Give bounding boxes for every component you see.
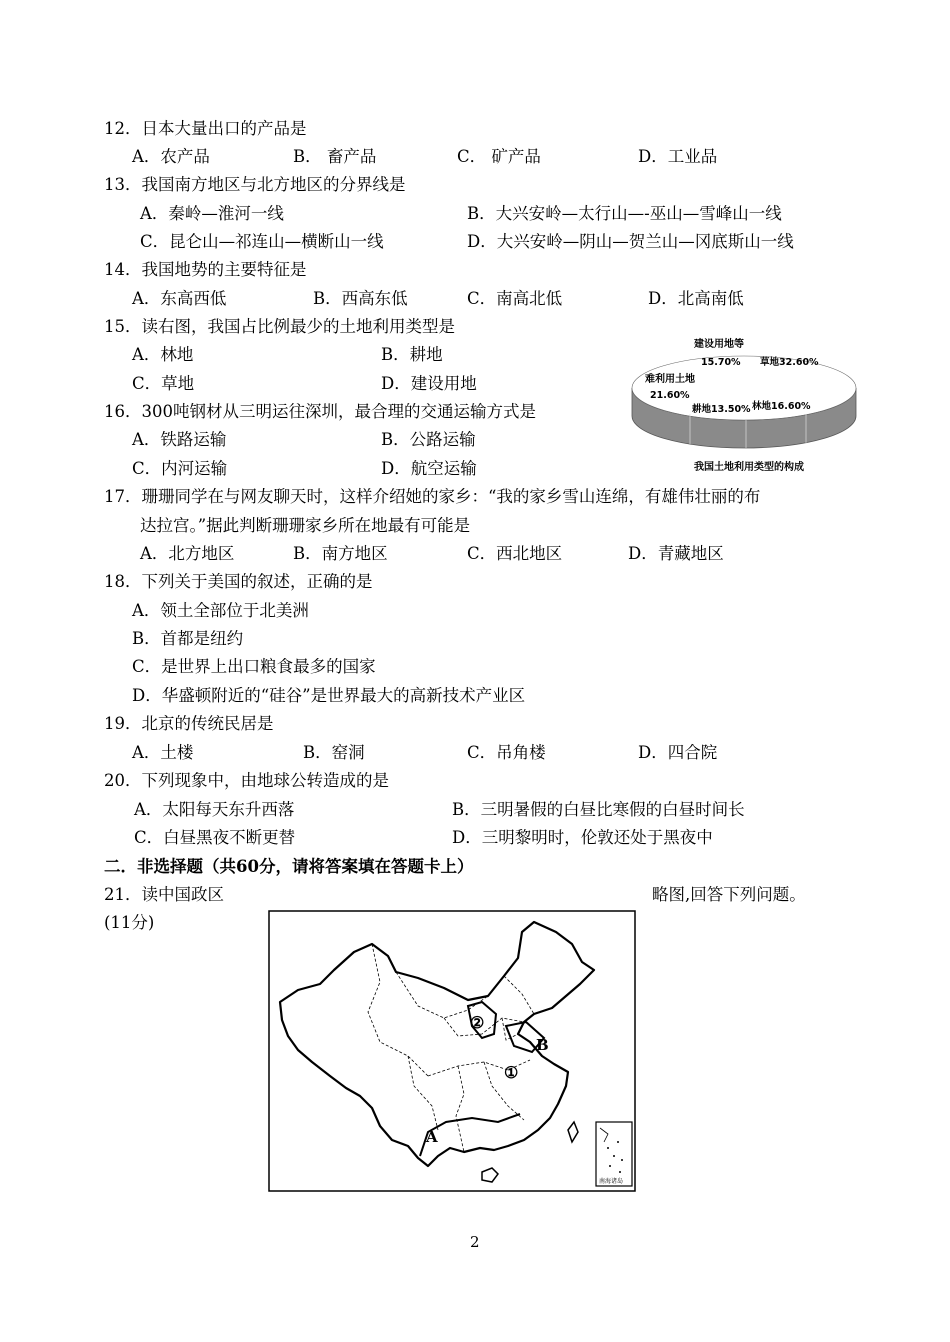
- slice-label-waste-value: 21.60%: [650, 390, 690, 401]
- map-label-2: ②: [470, 1013, 485, 1032]
- q19-option-a: A．土楼: [132, 743, 194, 762]
- q20-option-b: B．三明暑假的白昼比寒假的白昼时间长: [452, 800, 745, 819]
- q12-option-d: D．工业品: [638, 147, 718, 166]
- q15-option-b: B．耕地: [381, 345, 443, 364]
- map-label-B: B: [536, 1036, 549, 1054]
- q18-option-b: B．首都是纽约: [132, 629, 244, 648]
- q14-option-a: A．东高西低: [132, 289, 227, 308]
- page-number: 2: [470, 1233, 480, 1251]
- q16-option-b: B．公路运输: [381, 430, 476, 449]
- china-political-map: [268, 910, 636, 1192]
- q19-option-c: C．吊角楼: [467, 743, 546, 762]
- q16-option-d: D．航空运输: [381, 459, 477, 478]
- q19-stem: 19．北京的传统民居是: [104, 714, 274, 733]
- q18-option-c: C．是世界上出口粮食最多的国家: [132, 657, 376, 676]
- map-label-A: A: [426, 1128, 438, 1146]
- slice-label-forest: 林地16.60%: [752, 401, 811, 412]
- q20-option-c: C．白昼黑夜不断更替: [134, 828, 296, 847]
- q21-stem-part1: 21．读中国政区: [104, 885, 224, 904]
- land-use-pie-chart: [628, 334, 860, 476]
- q14-option-d: D．北高南低: [648, 289, 744, 308]
- inset-caption: 南海诸岛: [599, 1178, 624, 1185]
- q13-option-c: C．昆仑山—祁连山—横断山一线: [140, 232, 384, 251]
- slice-label-waste: 难利用土地: [645, 374, 695, 385]
- q17-option-b: B．南方地区: [293, 544, 388, 563]
- q18-option-a: A．领土全部位于北美洲: [132, 601, 309, 620]
- q17-stem-line1: 17．珊珊同学在与网友聊天时，这样介绍她的家乡：“我的家乡雪山连绵，有雄伟壮丽的布: [104, 487, 761, 506]
- chart-title: 我国土地利用类型的构成: [694, 462, 804, 473]
- slice-label-construction: 建设用地等: [694, 339, 744, 350]
- q13-option-d: D．大兴安岭—阴山—贺兰山—冈底斯山一线: [467, 232, 794, 251]
- q14-option-c: C．南高北低: [467, 289, 563, 308]
- section2-title: 二．非选择题（共60分，请将答案填在答题卡上）: [104, 857, 474, 876]
- south-china-sea-inset: [596, 1122, 632, 1186]
- q19-option-d: D．四合院: [638, 743, 718, 762]
- q20-stem: 20．下列现象中，由地球公转造成的是: [104, 771, 389, 790]
- q14-option-b: B．西高东低: [313, 289, 408, 308]
- q17-option-c: C．西北地区: [467, 544, 563, 563]
- q21-stem-part2: 略图,回答下列问题。: [652, 885, 806, 904]
- q18-option-d: D．华盛顿附近的“硅谷”是世界最大的高新技术产业区: [132, 686, 526, 705]
- q19-option-b: B．窑洞: [303, 743, 365, 762]
- q20-option-a: A．太阳每天东升西落: [134, 800, 295, 819]
- q12-stem: 12．日本大量出口的产品是: [104, 119, 307, 138]
- q12-option-a: A．农产品: [132, 147, 210, 166]
- slice-label-grass: 草地32.60%: [760, 357, 819, 368]
- q14-stem: 14．我国地势的主要特征是: [104, 260, 307, 279]
- q12-option-b: B． 畜产品: [293, 147, 377, 166]
- q16-stem: 16．300吨钢材从三明运往深圳，最合理的交通运输方式是: [104, 402, 536, 421]
- q17-stem-line2: 达拉宫。”据此判断珊珊家乡所在地最有可能是: [140, 516, 471, 535]
- q15-stem: 15．读右图，我国占比例最少的土地利用类型是: [104, 317, 455, 336]
- q16-option-a: A．铁路运输: [132, 430, 227, 449]
- q13-option-b: B．大兴安岭—太行山—-巫山—雪峰山一线: [467, 204, 782, 223]
- q13-option-a: A．秦岭—淮河一线: [140, 204, 284, 223]
- q17-option-d: D．青藏地区: [628, 544, 724, 563]
- q17-option-a: A．北方地区: [140, 544, 235, 563]
- pie-body: [632, 356, 856, 448]
- q15-option-d: D．建设用地: [381, 374, 477, 393]
- slice-label-farmland: 耕地13.50%: [692, 404, 751, 415]
- q12-option-c: C． 矿产品: [457, 147, 541, 166]
- q21-score: (11分): [104, 913, 155, 932]
- q15-option-c: C．草地: [132, 374, 195, 393]
- q16-option-c: C．内河运输: [132, 459, 228, 478]
- map-label-1: ①: [504, 1063, 519, 1082]
- q15-option-a: A．林地: [132, 345, 194, 364]
- q18-stem: 18．下列关于美国的叙述，正确的是: [104, 572, 373, 591]
- q20-option-d: D．三明黎明时，伦敦还处于黑夜中: [452, 828, 713, 847]
- slice-label-construction-value: 15.70%: [701, 357, 741, 368]
- q13-stem: 13．我国南方地区与北方地区的分界线是: [104, 175, 406, 194]
